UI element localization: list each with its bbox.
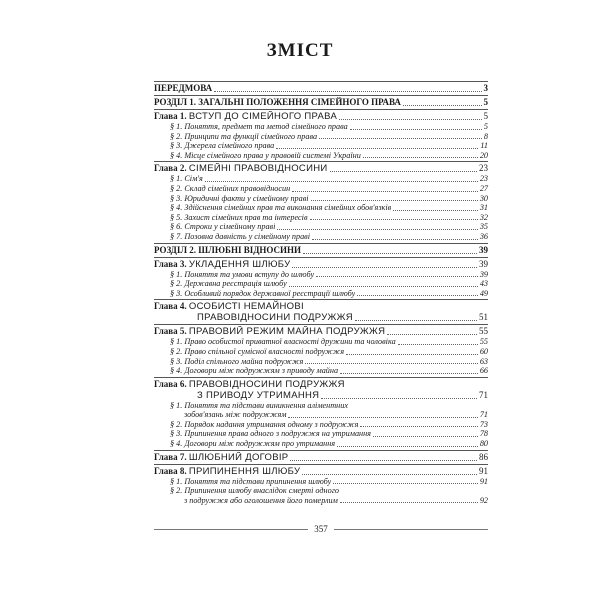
toc-entry-page: 20 — [479, 150, 488, 160]
toc-entry-page: 31 — [479, 203, 488, 213]
toc-subsection-entry — [154, 347, 488, 357]
toc-subsection-entry — [154, 486, 488, 505]
toc-divider — [154, 109, 488, 110]
toc-entry-label — [154, 326, 385, 337]
toc-leader-dots — [310, 219, 478, 220]
toc-leader-dots — [311, 200, 478, 201]
toc-entry-page: 30 — [479, 193, 488, 203]
toc-entry-label: § 4. Місце сімейного права у правовій системі України — [170, 150, 361, 160]
toc-entry-label-line1: § 2. Припинення шлюбу внаслідок смерті одного — [170, 486, 339, 496]
chapter-name-line2: З ПРИВОДУ УТРИМАННЯ — [197, 389, 320, 401]
toc-entry-label: § 1. Поняття, предмет та метод сімейного права — [170, 122, 348, 131]
toc-entry-page: 71 — [479, 410, 488, 420]
toc-entry-label: § 3. Припинення права одного з подружжя на утримання — [170, 429, 371, 439]
toc-leader-dots — [333, 483, 478, 484]
toc-entry-label: § 2. Принципи та функції сімейного права — [170, 131, 318, 141]
toc-leader-dots — [302, 474, 477, 475]
toc-entry-page: 73 — [479, 419, 488, 429]
toc-leader-dots — [339, 119, 481, 120]
toc-leader-dots — [205, 181, 478, 182]
toc-entry-label: § 6. Строки у сімейному праві — [170, 222, 276, 232]
toc-entry-label — [154, 163, 328, 174]
toc-entry-page: 35 — [479, 222, 488, 232]
toc-leader-dots — [321, 398, 477, 399]
toc-leader-dots — [363, 157, 478, 158]
page-footer — [154, 524, 488, 534]
footer-rule-right — [334, 529, 488, 530]
toc-entry-page: 5 — [483, 111, 488, 121]
page-title: ЗМІСТ — [266, 40, 334, 61]
chapter-number: Глава 8. — [154, 465, 187, 476]
toc-entry-label-line2 — [154, 312, 488, 323]
toc-leader-dots — [350, 129, 482, 130]
toc-entry-label: ПЕРЕДМОВА — [154, 83, 213, 93]
chapter-number: Глава 6. — [154, 378, 187, 389]
toc-entry-page: 23 — [479, 174, 488, 184]
toc-divider — [154, 243, 488, 244]
chapter-name: ПРАВОВИЙ РЕЖИМ МАЙНА ПОДРУЖЖЯ — [188, 326, 386, 338]
toc-section-entry — [154, 245, 488, 256]
toc-entry-label: § 1. Поняття та умови вступу до шлюбу — [170, 269, 315, 279]
toc-entry-label: § 2. Право спільної сумісної власності подружжя — [170, 346, 345, 356]
chapter-name: УКЛАДЕННЯ ШЛЮБУ — [188, 258, 291, 270]
toc-entry-page: 3 — [483, 83, 488, 93]
toc-entry-label: РОЗДІЛ 1. ЗАГАЛЬНІ ПОЛОЖЕННЯ СІМЕЙНОГО ПРАВА — [154, 97, 401, 107]
chapter-number: Глава 4. — [154, 301, 187, 312]
toc-entry-label: з подружжя або оголошення його померлим — [184, 495, 338, 505]
toc-divider — [154, 257, 488, 258]
toc-entry-page: 55 — [479, 326, 488, 337]
toc-entry-label: § 4. Здійснення сімейних прав та виконання сімейних обов'язків — [170, 203, 392, 213]
chapter-number: Глава 5. — [154, 326, 187, 337]
toc-leader-dots — [303, 253, 477, 254]
toc-chapter-entry — [154, 326, 488, 337]
toc-entry-page: 27 — [479, 183, 488, 193]
toc-leader-dots — [319, 138, 482, 139]
toc-leader-dots — [292, 191, 478, 192]
toc-leader-dots — [357, 295, 478, 296]
toc-chapter-entry — [154, 111, 488, 122]
chapter-name-line1: ПРАВОВІДНОСИНИ ПОДРУЖЖЯ — [188, 378, 345, 390]
toc-subsection-entry — [154, 184, 488, 194]
toc-entry-label: § 1. Право особистої приватної власності дружини та чоловіка — [170, 337, 396, 347]
toc-leader-dots — [330, 171, 477, 172]
toc-entry-label-line2 — [154, 390, 488, 401]
toc-entry-label: § 3. Особливий порядок державної реєстрації шлюбу — [170, 288, 356, 298]
toc-entry-label: § 3. Джерела сімейного права — [170, 141, 275, 151]
toc-leader-dots — [355, 320, 477, 321]
toc-entry-page: 39 — [479, 269, 488, 279]
toc-subsection-entry — [154, 194, 488, 204]
toc-entry-page: 5 — [483, 97, 488, 107]
toc-divider — [154, 377, 488, 378]
toc-subsection-entry — [154, 141, 488, 151]
toc-leader-dots — [292, 267, 477, 268]
toc-entry-page: 11 — [480, 141, 488, 151]
toc-entry-page: 78 — [479, 429, 488, 439]
toc-divider — [154, 95, 488, 96]
toc-section-entry — [154, 83, 488, 94]
toc-leader-dots — [290, 460, 477, 461]
toc-divider — [154, 450, 488, 451]
chapter-number: Глава 3. — [154, 258, 187, 269]
toc-entry-page: 39 — [479, 258, 488, 269]
toc-entry-page: 43 — [479, 279, 488, 289]
toc-entry-page: 36 — [479, 231, 488, 241]
toc-leader-dots — [316, 276, 478, 277]
toc-subsection-entry — [154, 420, 488, 430]
toc-entry-page: 60 — [479, 346, 488, 356]
toc-entry-label: § 1. Поняття та підстави припинення шлюбу — [170, 476, 332, 486]
toc-section-entry — [154, 97, 488, 108]
chapter-number: Глава 7. — [154, 451, 187, 462]
toc-leader-dots — [398, 344, 478, 345]
toc-subsection-entry — [154, 213, 488, 223]
toc-subsection-entry — [154, 337, 488, 347]
toc-entry-label: § 2. Державна реєстрація шлюбу — [170, 279, 287, 289]
toc-subsection-entry — [154, 366, 488, 376]
toc-leader-dots — [387, 334, 477, 335]
toc-entry-label — [154, 466, 300, 477]
toc-entry-label: зобов'язань між подружжям — [184, 410, 287, 420]
footer-rule-left — [154, 529, 308, 530]
page-number: 357 — [314, 524, 328, 534]
chapter-name-line1: ОСОБИСТІ НЕМАЙНОВІ — [188, 301, 304, 313]
toc-entry-label — [154, 452, 288, 463]
toc-leader-dots — [403, 105, 482, 106]
toc-leader-dots — [393, 210, 478, 211]
toc-leader-dots — [373, 436, 478, 437]
toc-entry-label — [154, 111, 337, 122]
toc-leader-dots — [340, 502, 478, 503]
toc-entry-label-line1 — [154, 301, 488, 312]
toc-subsection-entry — [154, 232, 488, 242]
toc-entry-label: § 4. Договори між подружжям про утримання — [170, 439, 336, 449]
chapter-name: ШЛЮБНИЙ ДОГОВІР — [188, 451, 289, 463]
toc-leader-dots — [340, 373, 478, 374]
toc-subsection-entry — [154, 401, 488, 420]
toc-chapter-entry — [154, 163, 488, 174]
toc-entry-label: § 3. Поділ спільного майна подружжя — [170, 356, 304, 366]
toc-entry-label: § 2. Склад сімейних правовідносин — [170, 183, 291, 193]
toc-entry-page: 80 — [479, 439, 488, 449]
toc-entry-page: 5 — [483, 122, 488, 131]
toc-leader-dots — [277, 229, 477, 230]
toc-chapter-entry — [154, 466, 488, 477]
toc-chapter-entry — [154, 259, 488, 270]
toc-entry-label: § 3. Юридичні факти у сімейному праві — [170, 193, 309, 203]
toc-subsection-entry — [154, 289, 488, 299]
toc-leader-dots — [360, 426, 477, 427]
toc-subsection-entry — [154, 477, 488, 487]
toc-subsection-entry — [154, 429, 488, 439]
toc-entry-page: 23 — [479, 163, 488, 174]
toc-chapter-entry — [154, 379, 488, 401]
toc-entry-page: 91 — [479, 476, 488, 486]
toc-subsection-entry — [154, 122, 488, 132]
toc-chapter-entry — [154, 301, 488, 323]
toc-entry-label: РОЗДІЛ 2. ШЛЮБНІ ВІДНОСИНИ — [154, 244, 302, 255]
toc-divider — [154, 161, 488, 162]
toc-entry-page: 51 — [479, 312, 488, 323]
toc-entry-page: 32 — [479, 212, 488, 222]
chapter-name: ВСТУП ДО СІМЕЙНОГО ПРАВА — [188, 111, 338, 122]
toc-entry-page: 71 — [479, 389, 488, 400]
toc-leader-dots — [289, 286, 478, 287]
toc-subsection-entry — [154, 203, 488, 213]
toc-entry-page: 49 — [479, 288, 488, 298]
toc-entry-label-line1 — [154, 379, 488, 390]
toc-entry-page: 55 — [479, 337, 488, 347]
toc-chapter-entry — [154, 452, 488, 463]
toc-entry-label-line1: § 1. Поняття та підстави виникнення аліментних — [170, 400, 348, 410]
chapter-name: ПРИПИНЕННЯ ШЛЮБУ — [188, 465, 301, 477]
toc-divider — [154, 324, 488, 325]
toc-entry-label: § 2. Порядок надання утримання одному з подружжя — [170, 419, 359, 429]
toc-entry-label — [154, 259, 290, 270]
toc-subsection-entry — [154, 174, 488, 184]
toc-entry-page: 39 — [479, 244, 488, 255]
toc-leader-dots — [305, 363, 477, 364]
toc-entry-label: § 7. Позовна давність у сімейному праві — [170, 231, 311, 241]
toc-entry-page: 86 — [479, 451, 488, 462]
toc-divider — [154, 81, 488, 82]
toc-entry-page: 63 — [479, 356, 488, 366]
toc-entry-label: § 5. Захист сімейних прав та інтересів — [170, 212, 308, 222]
toc-leader-dots — [288, 417, 477, 418]
toc-entry-page: 66 — [479, 366, 488, 376]
toc-subsection-entry — [154, 132, 488, 142]
toc-subsection-entry — [154, 279, 488, 289]
toc-leader-dots — [346, 354, 478, 355]
chapter-name-line2: ПРАВОВІДНОСИНИ ПОДРУЖЖЯ — [197, 312, 353, 324]
toc-subsection-entry — [154, 439, 488, 449]
toc-entry-label-line2 — [170, 496, 488, 506]
toc-leader-dots — [312, 239, 478, 240]
toc-subsection-entry — [154, 270, 488, 280]
toc-entry-label: § 4. Договори між подружжям з приводу майна — [170, 366, 339, 376]
toc-entry-label-line2 — [170, 410, 488, 420]
toc-entry-page: 8 — [483, 131, 488, 141]
chapter-number: Глава 2. — [154, 163, 187, 174]
toc-entry-page: 91 — [479, 465, 488, 476]
toc-leader-dots — [337, 446, 478, 447]
chapter-number: Глава 1. — [154, 111, 187, 121]
toc-divider — [154, 464, 488, 465]
toc-leader-dots — [276, 148, 478, 149]
toc-subsection-entry — [154, 222, 488, 232]
table-of-contents — [154, 80, 488, 505]
toc-subsection-entry — [154, 357, 488, 367]
toc-subsection-entry — [154, 151, 488, 161]
toc-leader-dots — [214, 91, 481, 92]
chapter-name: СІМЕЙНІ ПРАВОВІДНОСИНИ — [188, 163, 328, 175]
toc-entry-label: § 1. Сім'я — [170, 174, 203, 184]
toc-entry-page: 92 — [479, 495, 488, 505]
